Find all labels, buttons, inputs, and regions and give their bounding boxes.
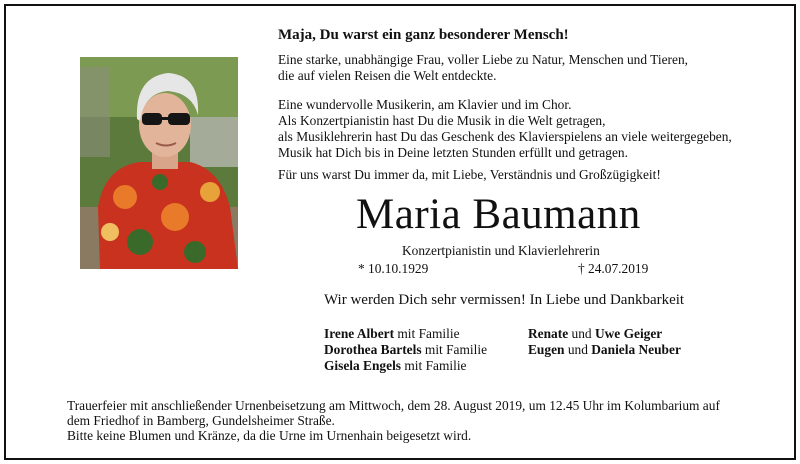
- birth-date: * 10.10.1929: [358, 261, 429, 276]
- farewell-line: Wir werden Dich sehr vermissen! In Liebe und Dankbarkeit: [324, 292, 685, 308]
- paragraph-line: als Musiklehrerin hast Du das Geschenk des Klavierspielens an viele weitergegeben,: [278, 129, 732, 144]
- portrait-photo: [80, 57, 238, 269]
- funeral-notice: [67, 398, 720, 443]
- mourner-entry: Gisela Engels mit Familie: [324, 358, 467, 373]
- mourner-entry: Renate und Uwe Geiger: [528, 326, 663, 341]
- footer-line: Trauerfeier mit anschließender Urnenbeisetzung am Mittwoch, dem 28. August 2019, um 12.45 Uhr im Kolumbarium auf: [67, 398, 720, 413]
- paragraph-gratitude: [278, 167, 661, 183]
- mourner-entry: Irene Albert mit Familie: [324, 326, 460, 341]
- footer-line: Bitte keine Blumen und Kränze, da die Urne im Urnenhain beigesetzt wird.: [67, 428, 472, 443]
- paragraph-music: [278, 97, 732, 161]
- paragraph-line: die auf vielen Reisen die Welt entdeckte.: [278, 68, 497, 83]
- footer-line: dem Friedhof in Bamberg, Gundelsheimer Straße.: [67, 413, 335, 428]
- mourners-right-column: [528, 326, 681, 358]
- death-date: † 24.07.2019: [578, 261, 649, 276]
- paragraph-line: Eine wundervolle Musikerin, am Klavier und im Chor.: [278, 97, 572, 112]
- mourner-entry: Eugen und Daniela Neuber: [528, 342, 681, 357]
- paragraph-line: Für uns warst Du immer da, mit Liebe, Verständnis und Großzügigkeit!: [278, 167, 661, 182]
- mourner-entry: Dorothea Bartels mit Familie: [324, 342, 488, 357]
- profession-subtitle: Konzertpianistin und Klavierlehrerin: [402, 243, 600, 258]
- paragraph-line: Musik hat Dich bis in Deine letzten Stunden erfüllt und getragen.: [278, 145, 628, 160]
- obituary-heading: Maja, Du warst ein ganz besonderer Mensch!: [278, 27, 569, 43]
- deceased-name: Maria Baumann: [356, 191, 641, 238]
- mourners-left-column: [324, 326, 487, 374]
- paragraph-line: Als Konzertpianistin hast Du die Musik in die Welt getragen,: [278, 113, 606, 128]
- paragraph-nature: [278, 52, 688, 84]
- paragraph-line: Eine starke, unabhängige Frau, voller Liebe zu Natur, Menschen und Tieren,: [278, 52, 688, 67]
